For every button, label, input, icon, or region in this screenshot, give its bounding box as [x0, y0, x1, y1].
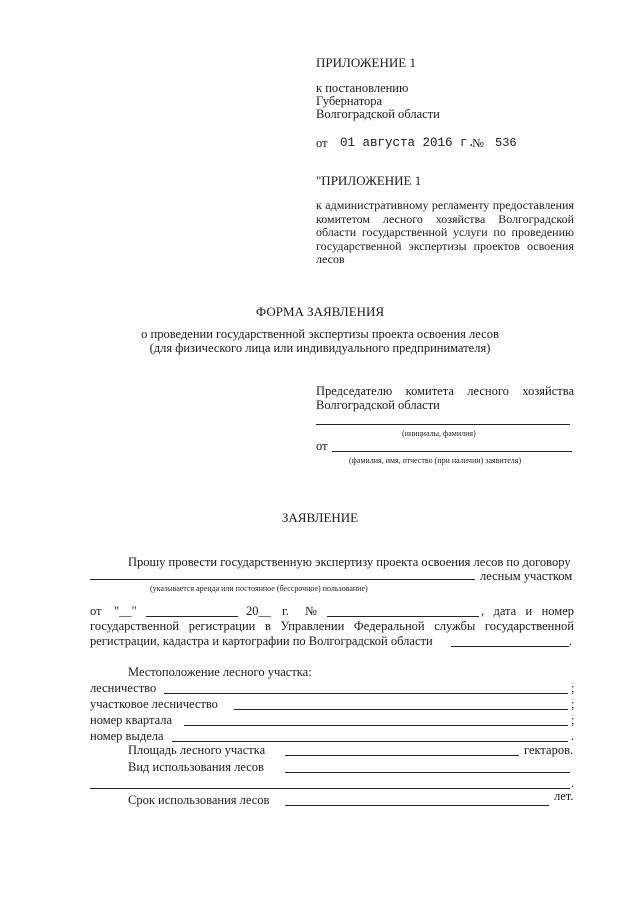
- allotment-number-label: номер выдела: [90, 729, 164, 743]
- request-line: Прошу провести государственную экспертизу проекта освоения лесов по договору: [128, 555, 571, 569]
- reg-line-5: лесов: [316, 252, 345, 266]
- allotment-number-field[interactable]: [172, 741, 568, 742]
- resolution-line-1: к постановлению: [316, 81, 409, 95]
- quarter-number-field[interactable]: [184, 725, 568, 726]
- reg-statement-line-3: регистрации, кадастра и картографии по Волгоградской области: [90, 634, 433, 648]
- contract-month-field[interactable]: [146, 616, 238, 617]
- contract-day-field[interactable]: "__": [114, 604, 137, 618]
- number-sign: №: [472, 136, 484, 150]
- district-forestry-label: участковое лесничество: [90, 697, 218, 711]
- resolution-number: 536: [495, 136, 517, 150]
- contract-number-field[interactable]: [327, 616, 479, 617]
- resolution-date: 01 августа 2016 г.: [340, 136, 476, 150]
- initials-field[interactable]: [316, 424, 570, 425]
- area-unit: гектаров.: [524, 743, 574, 757]
- term-field[interactable]: [285, 805, 549, 806]
- form-subtitle-1: о проведении государственной экспертизы проекта освоения лесов: [141, 327, 499, 341]
- from-label: от: [316, 439, 328, 453]
- contract-number-sign: №: [305, 604, 317, 618]
- forestry-field[interactable]: [164, 693, 568, 694]
- registration-end: .: [569, 634, 573, 648]
- contract-date-number-tail: [481, 604, 574, 618]
- district-forestry-field[interactable]: [234, 709, 568, 710]
- date-prefix: от: [316, 136, 328, 150]
- resolution-line-2: Губернатора: [316, 94, 383, 108]
- form-subtitle-2: (для физического лица или индивидуального предпринимателя): [149, 341, 491, 355]
- date-number-tail-text: , дата и номер: [481, 604, 574, 618]
- forest-use-field-2[interactable]: [90, 788, 570, 789]
- addressee-line-2: Волгоградской области: [316, 398, 440, 412]
- contract-year-field[interactable]: 20__: [246, 604, 271, 618]
- applicant-name-hint: (фамилия, имя, отчество (при наличии) заявителя): [349, 456, 522, 465]
- district-forestry-end: ;: [571, 697, 575, 711]
- application-title: ЗАЯВЛЕНИЕ: [281, 510, 359, 525]
- area-field[interactable]: [285, 755, 519, 756]
- quarter-number-end: ;: [571, 713, 575, 727]
- quarter-number-label: номер квартала: [90, 713, 173, 727]
- reg-line-1: к административному регламенту предоставления: [316, 198, 574, 212]
- forestry-label: лесничество: [90, 681, 157, 695]
- reg-statement-line-2: государственной регистрации в Управлении Федеральной службы государственной: [90, 619, 574, 633]
- resolution-line-3: Волгоградской области: [316, 107, 440, 121]
- forest-use-label: Вид использования лесов: [128, 760, 264, 774]
- initials-hint: (инициалы, фамилия): [402, 429, 476, 438]
- lease-type-hint: (указывается аренда или постоянное (бессрочное) пользование): [150, 584, 368, 593]
- plot-suffix: лесным участком: [480, 569, 573, 583]
- term-label: Срок использования лесов: [128, 793, 270, 807]
- applicant-name-field[interactable]: [332, 451, 572, 452]
- reg-line-4: государственной экспертизы проектов освоения: [316, 238, 574, 253]
- location-heading: Местоположение лесного участка:: [128, 665, 312, 679]
- reg-line-3: области государственной услуги по проведению: [316, 225, 574, 239]
- reg-line-2: комитетом лесного хозяйства Волгоградской: [316, 211, 574, 226]
- reg-appendix-title: "ПРИЛОЖЕНИЕ 1: [316, 173, 422, 188]
- term-unit: лет.: [554, 789, 574, 803]
- contract-date-from: от: [90, 604, 102, 618]
- forest-use-field-1[interactable]: [285, 772, 570, 773]
- forestry-end: ;: [571, 681, 575, 695]
- addressee-line-1: Председателю комитета лесного хозяйства: [316, 384, 574, 398]
- contract-year-suffix: г.: [282, 604, 289, 618]
- appendix-title: ПРИЛОЖЕНИЕ 1: [316, 55, 416, 70]
- allotment-number-end: .: [571, 729, 575, 743]
- area-label: Площадь лесного участка: [128, 743, 266, 757]
- registration-field[interactable]: [451, 646, 569, 647]
- form-title: ФОРМА ЗАЯВЛЕНИЯ: [255, 304, 385, 319]
- lease-type-field[interactable]: [90, 579, 475, 580]
- forest-use-end: .: [571, 776, 575, 790]
- reg-appendix-text: [316, 199, 574, 267]
